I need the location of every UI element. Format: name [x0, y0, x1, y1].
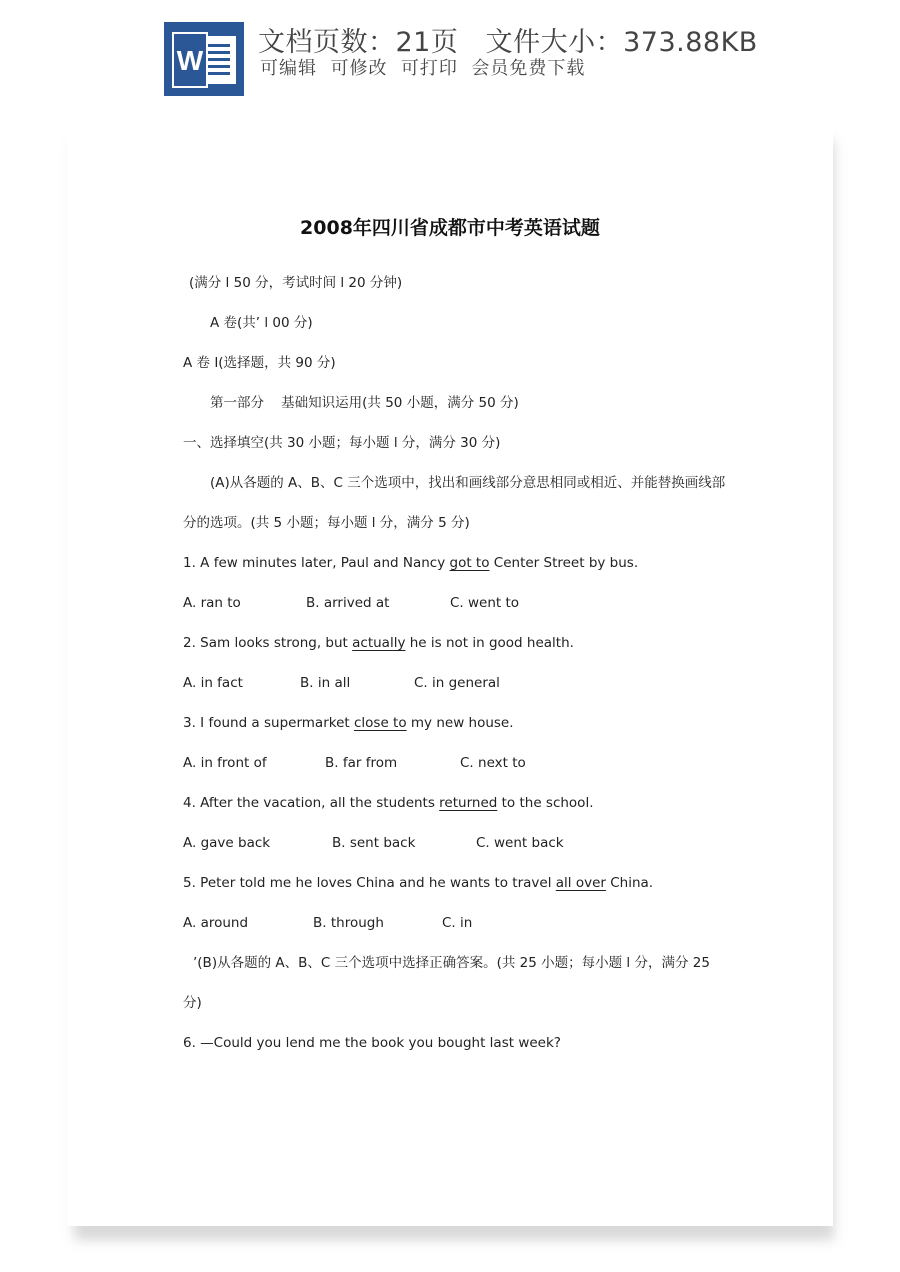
question-4-option-c: C. went back — [476, 835, 564, 851]
underlined-phrase: close to — [353, 715, 407, 731]
word-file-icon — [164, 22, 244, 96]
question-6: 6. —Could you lend me the book you bought last week? — [183, 1035, 561, 1051]
underlined-phrase: all over — [555, 875, 606, 891]
instruction-b-line2: 分) — [183, 995, 202, 1011]
document-page — [67, 96, 833, 1226]
question-4-option-b: B. sent back — [332, 835, 416, 851]
exam-meta: (满分 l 50 分，考试时间 l 20 分钟) — [189, 275, 403, 291]
file-size: 文件大小：373.88KB — [485, 27, 758, 58]
question-2-option-c: C. in general — [414, 675, 500, 691]
document-title: 2008年四川省成都市中考英语试题 — [300, 217, 600, 239]
question-5-option-b: B. through — [313, 915, 384, 931]
feature-line: 可编辑 可修改 可打印 会员免费下载 — [260, 58, 586, 79]
underlined-phrase: got to — [449, 555, 490, 571]
part-one-heading: 第一部分 基础知识运用(共 50 小题，满分 50 分) — [210, 395, 519, 411]
question-2: 2. Sam looks strong, but actually he is not in good health. — [183, 635, 574, 651]
question-1-option-b: B. arrived at — [306, 595, 390, 611]
question-1-option-c: C. went to — [450, 595, 520, 611]
underlined-phrase: returned — [439, 795, 498, 811]
question-1: 1. A few minutes later, Paul and Nancy got to Center Street by bus. — [183, 555, 639, 571]
question-5: 5. Peter told me he loves China and he wants to travel all over China. — [183, 875, 654, 891]
instruction-b-line1: ’(B)从各题的 A、B、C 三个选项中选择正确答案。(共 25 小题；每小题 l 分，满分 25 — [193, 955, 710, 971]
question-4: 4. After the vacation, all the students returned to the school. — [183, 795, 594, 811]
question-5-option-c: C. in — [442, 915, 473, 931]
question-3-option-c: C. next to — [460, 755, 526, 771]
underlined-phrase: actually — [352, 635, 406, 651]
instruction-a-line1: (A)从各题的 A、B、C 三个选项中，找出和画线部分意思相同或相近、并能替换画线部 — [210, 475, 726, 491]
section-one-heading: 一、选择填空(共 30 小题；每小题 l 分，满分 30 分) — [183, 435, 501, 451]
question-2-option-a: A. in fact — [183, 675, 243, 691]
question-3-option-a: A. in front of — [183, 755, 267, 771]
page-count: 文档页数：21页 — [258, 27, 459, 58]
question-2-option-b: B. in all — [300, 675, 351, 691]
question-3-option-b: B. far from — [325, 755, 398, 771]
paper-a-heading: A 卷(共’ l 00 分) — [210, 315, 313, 331]
question-5-option-a: A. around — [183, 915, 249, 931]
instruction-a-line2: 分的选项。(共 5 小题；每小题 l 分，满分 5 分) — [183, 515, 470, 531]
logo-letter: W — [176, 45, 204, 76]
question-4-option-a: A. gave back — [183, 835, 271, 851]
paper-a1-heading: A 卷 I(选择题，共 90 分) — [183, 355, 336, 371]
question-3: 3. I found a supermarket close to my new house. — [183, 715, 514, 731]
question-1-option-a: A. ran to — [183, 595, 241, 611]
